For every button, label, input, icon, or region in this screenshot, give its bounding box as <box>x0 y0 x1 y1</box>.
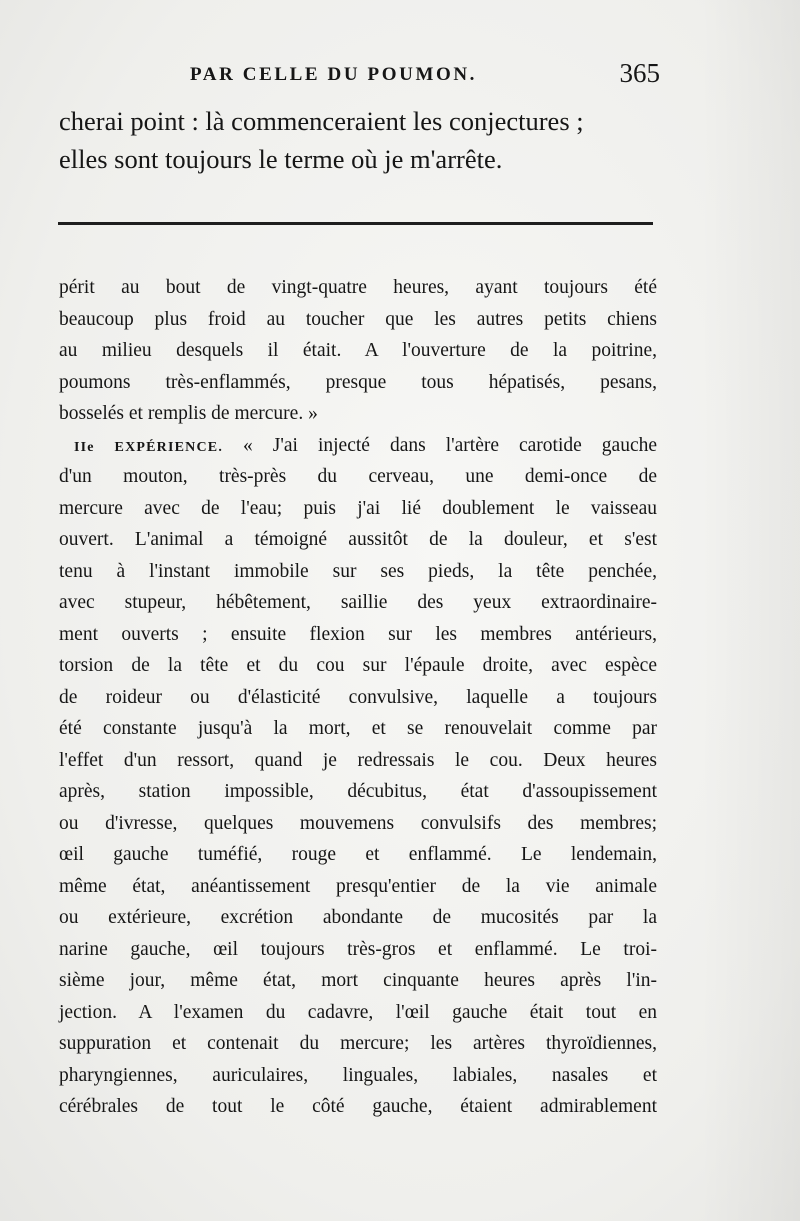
footnote-block <box>59 272 657 1123</box>
footnote-line-text: « J'ai injecté dans l'artère carotide gauche <box>243 434 658 456</box>
main-text-line: elles sont toujours le terme où je m'arrête. <box>59 144 503 174</box>
footnote-rule <box>58 222 653 225</box>
footnote-line: torsion de la tête et du cou sur l'épaule droite, avec espèce <box>59 655 657 676</box>
footnote-line: de roideur ou d'élasticité convulsive, laquelle a toujours <box>59 686 657 708</box>
footnote-line: pharyngiennes, auriculaires, linguales, labiales, nasales et <box>59 1064 657 1086</box>
footnote-line: avec stupeur, hébêtement, saillie des yeux extraordinaire- <box>59 592 657 613</box>
footnote-line: suppuration et contenait du mercure; les artères thyroïdiennes, <box>59 1033 657 1054</box>
footnote-line: bosselés et remplis de mercure. » <box>59 403 318 424</box>
footnote-line: jection. A l'examen du cadavre, l'œil gauche était tout en <box>59 1001 657 1023</box>
footnote-line: poumons très-enflammés, presque tous hépatisés, pesans, <box>59 371 657 393</box>
footnote-line: au milieu desquels il était. A l'ouverture de la poitrine, <box>59 340 657 361</box>
footnote-line: beaucoup plus froid au toucher que les autres petits chiens <box>59 308 657 330</box>
experiment-heading-line <box>59 430 657 462</box>
footnote-line: même état, anéantissement presqu'entier de la vie animale <box>59 875 657 897</box>
main-text-line: cherai point : là commenceraient les conjectures ; <box>59 106 584 136</box>
footnote-line: l'effet d'un ressort, quand je redressais le cou. Deux heures <box>59 749 657 771</box>
footnote-line: sième jour, même état, mort cinquante heures après l'in- <box>59 970 657 991</box>
footnote-line: après, station impossible, décubitus, état d'assoupissement <box>59 781 657 802</box>
footnote-line: périt au bout de vingt-quatre heures, ayant toujours été <box>59 277 657 298</box>
footnote-line: ou d'ivresse, quelques mouvemens convulsifs des membres; <box>59 812 657 834</box>
footnote-line: été constante jusqu'à la mort, et se renouvelait comme par <box>59 718 657 739</box>
running-title: PAR CELLE DU POUMON. <box>190 64 478 85</box>
footnote-line: ment ouverts ; ensuite flexion sur les membres antérieurs, <box>59 623 657 645</box>
running-head <box>60 58 660 94</box>
footnote-line: d'un mouton, très-près du cerveau, une demi-once de <box>59 466 657 487</box>
footnote-line: narine gauche, œil toujours très-gros et enflammé. Le troi- <box>59 938 657 960</box>
page-edge-shadow <box>700 0 800 1221</box>
page-number: 365 <box>619 58 660 88</box>
footnote-line: ouvert. L'animal a témoigné aussitôt de la douleur, et s'est <box>59 529 657 550</box>
footnote-line: cérébrales de tout le côté gauche, étaient admirablement <box>59 1096 657 1117</box>
experiment-label: IIe EXPÉRIENCE. <box>74 439 224 455</box>
footnote-line: œil gauche tuméfié, rouge et enflammé. Le lendemain, <box>59 844 657 865</box>
main-text-continuation <box>59 102 657 178</box>
footnote-line: tenu à l'instant immobile sur ses pieds, la tête penchée, <box>59 560 657 582</box>
footnote-line: ou extérieure, excrétion abondante de mucosités par la <box>59 907 657 928</box>
footnote-line: mercure avec de l'eau; puis j'ai lié doublement le vaisseau <box>59 497 657 519</box>
